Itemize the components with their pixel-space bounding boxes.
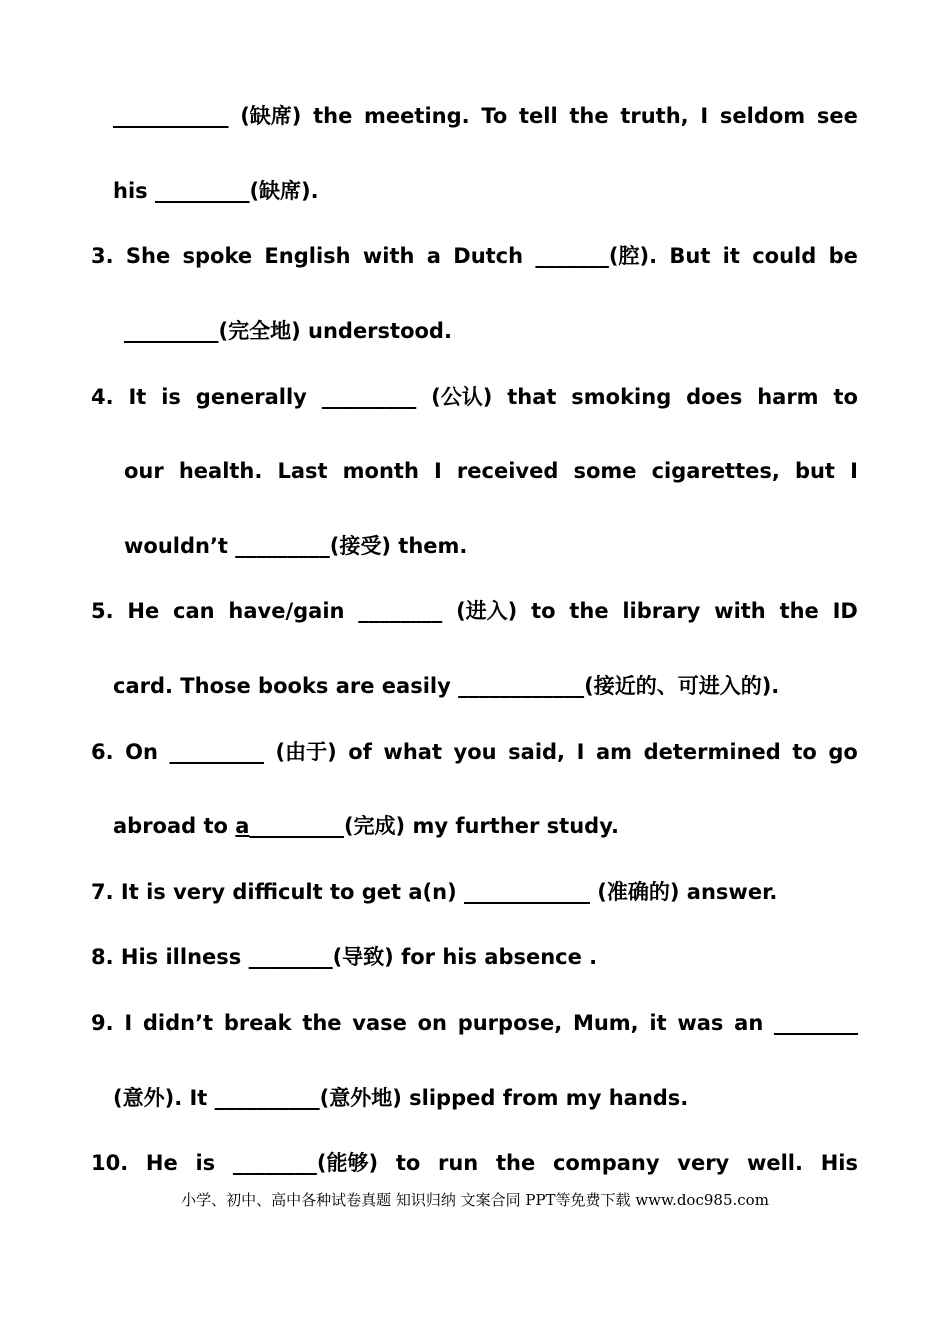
word: very: [677, 1151, 730, 1175]
word: He: [145, 1151, 178, 1175]
word: To: [481, 104, 508, 128]
word: the: [495, 1151, 536, 1175]
word: tell: [519, 104, 558, 128]
word: have/gain: [228, 599, 345, 623]
word: (进入): [456, 599, 518, 623]
word: be: [828, 244, 858, 268]
word: purpose,: [457, 1011, 563, 1035]
word: ________: [358, 599, 443, 623]
line-text: 8. His illness ________(导致) for his absence .: [91, 945, 598, 969]
word: the: [569, 599, 609, 623]
word: the: [779, 599, 819, 623]
word: to: [395, 1151, 421, 1175]
word: health.: [178, 459, 263, 483]
word: determined: [643, 740, 781, 764]
word: was: [677, 1011, 724, 1035]
word: what: [383, 740, 442, 764]
page-footer: [0, 1190, 950, 1210]
exercise-line: [113, 671, 858, 701]
word: 3.: [91, 244, 114, 268]
word: meeting.: [364, 104, 470, 128]
word: run: [438, 1151, 479, 1175]
word: cigarettes,: [651, 459, 780, 483]
word: you: [453, 740, 497, 764]
word: with: [362, 244, 415, 268]
exercise-line: [124, 316, 858, 346]
word: His: [820, 1151, 858, 1175]
word: smoking: [571, 385, 672, 409]
word: truth,: [620, 104, 689, 128]
word: of: [348, 740, 372, 764]
word: am: [595, 740, 633, 764]
word: ID: [832, 599, 858, 623]
word: well.: [746, 1151, 803, 1175]
line-text: wouldn’t _________(接受) them.: [124, 534, 468, 558]
word: our: [124, 459, 164, 483]
word: But: [669, 244, 711, 268]
exercise-line: [113, 176, 858, 206]
exercise-3-line: [91, 241, 858, 271]
word: I: [433, 459, 442, 483]
word: (由于): [275, 740, 337, 764]
word: is: [161, 385, 181, 409]
word: ________: [774, 1011, 858, 1035]
line-text-prefix: abroad to: [113, 814, 236, 838]
word: ___________: [113, 104, 229, 128]
word: some: [573, 459, 637, 483]
word: with: [714, 599, 766, 623]
exercise-line: [124, 531, 858, 561]
word: received: [456, 459, 559, 483]
word: break: [223, 1011, 292, 1035]
line-text: his _________(缺席).: [113, 179, 319, 203]
word: generally: [195, 385, 307, 409]
exercise-7-line: [91, 877, 858, 907]
exercise-line: [113, 811, 858, 841]
word: 5.: [91, 599, 114, 623]
word: to: [531, 599, 556, 623]
word: but: [794, 459, 835, 483]
word: harm: [757, 385, 819, 409]
word: it: [722, 244, 740, 268]
word: _______(腔).: [535, 244, 658, 268]
word: on: [417, 1011, 447, 1035]
word: 9.: [91, 1011, 114, 1035]
word: _________: [321, 385, 417, 409]
word: On: [125, 740, 158, 764]
word: spoke: [182, 244, 253, 268]
word: Mum,: [572, 1011, 639, 1035]
word: Dutch: [453, 244, 524, 268]
word: She: [125, 244, 171, 268]
word: the: [569, 104, 609, 128]
word: 6.: [91, 740, 114, 764]
word: the: [313, 104, 353, 128]
word: English: [264, 244, 351, 268]
word: Last: [277, 459, 328, 483]
underlined-answer: a: [235, 814, 250, 838]
word: I: [576, 740, 585, 764]
line-text: card. Those books are easily ____________(接近的、可进入的).: [113, 674, 780, 698]
word: can: [173, 599, 215, 623]
exercise-10-line: [91, 1148, 858, 1178]
line-text: (意外). It __________(意外地) slipped from my hands.: [113, 1086, 689, 1110]
word: an: [734, 1011, 764, 1035]
exercise-5-line: [91, 596, 858, 626]
word: to: [833, 385, 858, 409]
exercise-line: [113, 101, 858, 131]
exercise-4-line: [91, 382, 858, 412]
word: (缺席): [240, 104, 302, 128]
word: said,: [508, 740, 566, 764]
exercise-6-line: [91, 737, 858, 767]
exercise-8-line: [91, 942, 858, 972]
exercise-line: [124, 456, 858, 486]
exercise-line: [113, 1083, 858, 1113]
word: I: [850, 459, 858, 483]
word: see: [816, 104, 858, 128]
word: I: [700, 104, 709, 128]
word: is: [195, 1151, 216, 1175]
word: ________(能够): [232, 1151, 379, 1175]
word: it: [649, 1011, 667, 1035]
word: month: [342, 459, 419, 483]
line-text: 7. It is very difficult to get a(n) ____________ (准确的) answer.: [91, 880, 778, 904]
word: could: [752, 244, 817, 268]
word: _________: [169, 740, 264, 764]
word: 4.: [91, 385, 114, 409]
word: the: [302, 1011, 342, 1035]
word: I: [124, 1011, 133, 1035]
word: go: [828, 740, 858, 764]
footer-text: 小学、初中、高中各种试卷真题 知识归纳 文案合同 PPT等免费下载 www.doc985.com: [181, 1191, 769, 1209]
word: vase: [352, 1011, 407, 1035]
word: that: [507, 385, 557, 409]
word: a: [426, 244, 441, 268]
word: does: [686, 385, 743, 409]
word: to: [792, 740, 817, 764]
word: company: [552, 1151, 660, 1175]
word: It: [128, 385, 147, 409]
word: 10.: [91, 1151, 129, 1175]
line-text-suffix: _________(完成) my further study.: [249, 814, 619, 838]
exercise-9-line: [91, 1008, 858, 1038]
word: didn’t: [142, 1011, 214, 1035]
line-text: _________(完全地) understood.: [124, 319, 452, 343]
word: seldom: [719, 104, 806, 128]
word: library: [622, 599, 701, 623]
word: (公认): [431, 385, 493, 409]
word: He: [127, 599, 160, 623]
